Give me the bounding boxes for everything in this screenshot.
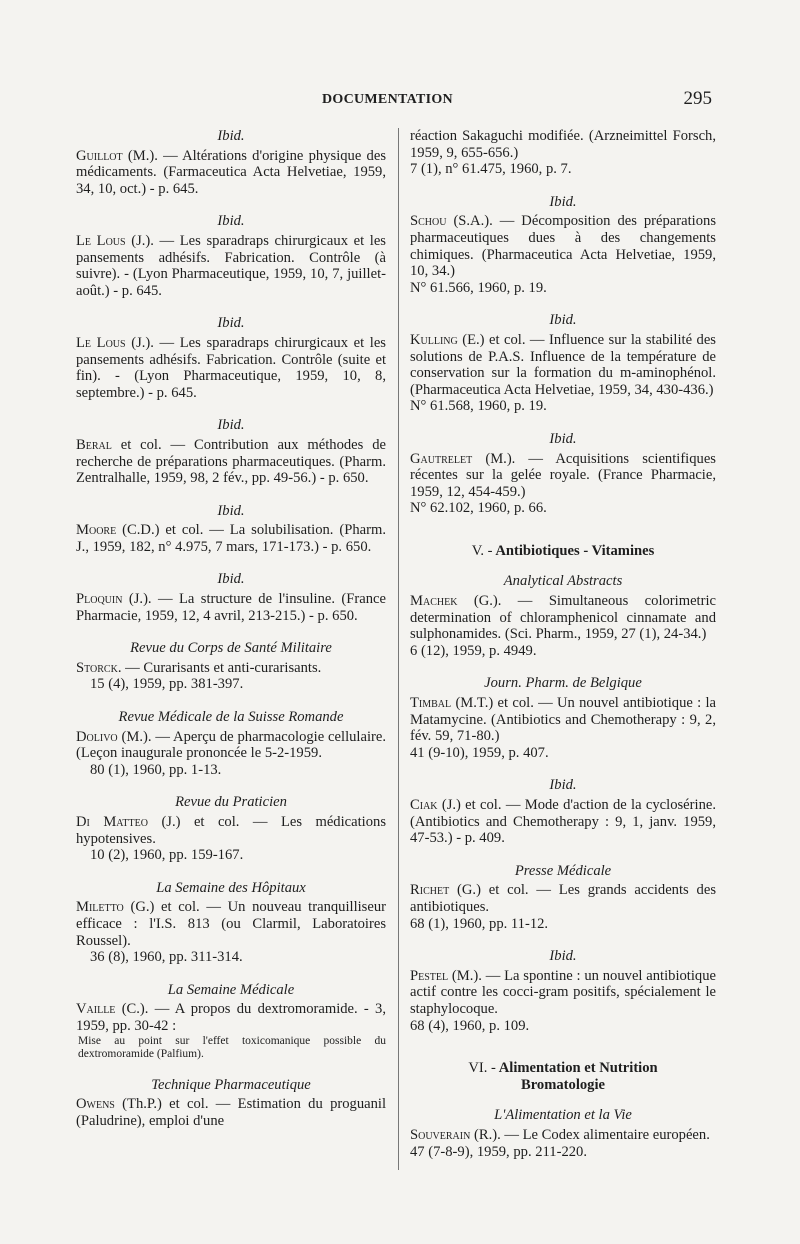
right-column bbox=[410, 128, 716, 1176]
entry-author: Vaille bbox=[76, 1001, 116, 1018]
entry-author: Souverain bbox=[410, 1126, 471, 1143]
bibliography-entry bbox=[410, 882, 716, 932]
ibid-heading: Ibid. bbox=[217, 571, 245, 588]
ibid-heading: Ibid. bbox=[549, 193, 577, 210]
section-number: VI. - bbox=[468, 1060, 496, 1077]
ibid-heading: Ibid. bbox=[549, 777, 577, 794]
entry-author: Gautrelet bbox=[410, 450, 473, 467]
bibliography-entry bbox=[76, 335, 386, 401]
column-divider bbox=[398, 128, 399, 1170]
journal-heading: Journ. Pharm. de Belgique bbox=[484, 675, 642, 692]
entry-text: (M.). — Altérations d'origine physique des médicaments. (Farmaceutica Acta Helvetiae, 1959, 34, 10, oct.) - p. 645. bbox=[76, 147, 386, 197]
bibliography-entry bbox=[76, 591, 386, 624]
entry-text: (C.D.) et col. — La solubilisation. (Pharm. J., 1959, 182, n° 4.975, 7 mars, 171-173.) - p. 650. bbox=[76, 522, 386, 555]
entry-citation: 15 (4), 1959, pp. 381-397. bbox=[90, 676, 244, 693]
entry-text: (M.T.) et col. — Un nouvel antibiotique : la Matamycine. (Antibiotics and Chemotherapy : 9, 2, fév. 59, 71-80.) bbox=[410, 695, 717, 745]
spacer bbox=[410, 533, 716, 543]
bibliography-entry bbox=[76, 437, 386, 487]
section-title: Alimentation et Nutrition bbox=[498, 1060, 658, 1077]
journal-heading: La Semaine Médicale bbox=[167, 981, 295, 998]
ibid-heading: Ibid. bbox=[217, 213, 245, 230]
bibliography-entry bbox=[76, 522, 386, 555]
entry-text: (J.). — Les sparadraps chirurgicaux et les pansements adhésifs. Fabrication. Contrôle (suite et fin). - (Lyon Pharmaceutique, 1959, 10, 8, septembre.) - p. 645. bbox=[76, 334, 386, 401]
bibliography-entry bbox=[76, 660, 386, 693]
entry-author: Le Lous bbox=[76, 334, 126, 351]
entry-note: Mise au point sur l'effet toxicomanique possible du dextromoramide (Palfium). bbox=[78, 1034, 386, 1060]
bibliography-entry bbox=[410, 451, 716, 517]
journal-heading: Revue du Praticien bbox=[175, 794, 287, 811]
bibliography-entry bbox=[76, 233, 386, 299]
entry-citation: 10 (2), 1960, pp. 159-167. bbox=[90, 847, 244, 864]
running-title: DOCUMENTATION bbox=[322, 92, 453, 107]
journal-heading: Revue Médicale de la Suisse Romande bbox=[118, 709, 344, 726]
entry-citation: 68 (4), 1960, p. 109. bbox=[410, 1017, 530, 1034]
bibliography-entry bbox=[410, 797, 716, 847]
entry-text: (J.). — Les sparadraps chirurgicaux et les pansements adhésifs. Fabrication. Contrôle (à suivre). - (Lyon Pharmaceutique, 1959, 10, 7, juillet-août.) - p. 645. bbox=[76, 232, 386, 299]
entry-citation: 68 (1), 1960, pp. 11-12. bbox=[410, 915, 549, 932]
entry-author: Le Lous bbox=[76, 232, 126, 249]
entry-text: (M.). — La spontine : un nouvel antibiotique actif contre les cocci-gram positifs, spécialement le staphylocoque. bbox=[410, 967, 716, 1017]
ibid-heading: Ibid. bbox=[217, 128, 245, 144]
entry-author: Owens bbox=[76, 1096, 115, 1113]
entry-author: Machek bbox=[410, 593, 458, 610]
entry-text: (M.). — Acquisitions scientifiques récentes sur la gelée royale. (France Pharmacie, 1959, 12, 454-459.) bbox=[410, 450, 716, 500]
journal-heading: L'Alimentation et la Vie bbox=[494, 1107, 632, 1124]
entry-text: (J.) et col. — Les médications hypotensives. bbox=[76, 814, 386, 847]
entry-text: réaction Sakaguchi modifiée. (Arzneimittel Forsch, 1959, 9, 655-656.) bbox=[410, 128, 716, 161]
entry-text: (G.). — Simultaneous colorimetric determination of chloramphenicol cinnamate and sulphonamides. (Sci. Pharm., 1959, 27 (1), 24-34.) bbox=[410, 593, 716, 643]
bibliography-entry bbox=[410, 593, 716, 659]
entry-author: Beral bbox=[76, 436, 112, 453]
entry-author: Richet bbox=[410, 882, 450, 899]
ibid-heading: Ibid. bbox=[217, 502, 245, 519]
section-subtitle: Bromatologie bbox=[520, 1076, 606, 1093]
journal-heading: La Semaine des Hôpitaux bbox=[156, 879, 306, 896]
bibliography-entry bbox=[410, 695, 716, 761]
entry-citation: N° 61.566, 1960, p. 19. bbox=[410, 279, 547, 296]
section-heading bbox=[410, 1060, 716, 1093]
entry-text: (M.). — Aperçu de pharmacologie cellulaire. (Leçon inaugurale prononcée le 5-2-1959. bbox=[76, 728, 386, 762]
spacer bbox=[410, 1097, 716, 1107]
page-header bbox=[0, 88, 800, 114]
entry-author: Miletto bbox=[76, 899, 124, 916]
bibliography-entry bbox=[76, 729, 386, 779]
entry-citation: 41 (9-10), 1959, p. 407. bbox=[410, 744, 549, 761]
entry-author: Ciak bbox=[410, 797, 438, 813]
entry-citation: 7 (1), n° 61.475, 1960, p. 7. bbox=[410, 161, 572, 178]
journal-heading: Revue du Corps de Santé Militaire bbox=[130, 640, 332, 657]
entry-author: Di Matteo bbox=[76, 814, 148, 830]
entry-citation: 47 (7-8-9), 1959, pp. 211-220. bbox=[410, 1143, 587, 1160]
ibid-heading: Ibid. bbox=[549, 312, 577, 329]
bibliography-entry bbox=[76, 1001, 386, 1060]
journal-heading: Analytical Abstracts bbox=[503, 573, 623, 590]
journal-heading: Presse Médicale bbox=[514, 862, 612, 879]
entry-citation: 80 (1), 1960, pp. 1-13. bbox=[90, 761, 222, 778]
entry-author: Kulling bbox=[410, 331, 458, 348]
entry-author: Ploquin bbox=[76, 591, 123, 608]
entry-citation: N° 62.102, 1960, p. 66. bbox=[410, 500, 547, 517]
entry-text: (S.A.). — Décomposition des préparations pharmaceutiques dues à des changements chimiques. (Pharmaceutica Acta Helvetiae, 1959, 10, 34.) bbox=[410, 213, 716, 280]
journal-heading: Technique Pharmaceutique bbox=[151, 1076, 311, 1093]
entry-citation: 36 (8), 1960, pp. 311-314. bbox=[90, 949, 243, 966]
ibid-heading: Ibid. bbox=[549, 948, 577, 965]
entry-author: Guillot bbox=[76, 147, 123, 164]
entry-author: Schou bbox=[410, 213, 447, 230]
entry-author: Timbal bbox=[410, 695, 452, 712]
bibliography-entry bbox=[410, 213, 716, 296]
entry-citation: N° 61.568, 1960, p. 19. bbox=[410, 398, 547, 415]
entry-text: et col. — Contribution aux méthodes de recherche de préparations pharmaceutiques. (Pharm. Zentralhalle, 1959, 98, 2 fév., pp. 49-56.) - p. 650. bbox=[76, 436, 386, 487]
entry-author: Storck. bbox=[76, 659, 122, 676]
spacer bbox=[410, 563, 716, 573]
bibliography-entry bbox=[76, 814, 386, 864]
entry-text: — Curarisants et anti-curarisants. bbox=[125, 659, 322, 676]
entry-author: Dolivo bbox=[76, 728, 118, 745]
entry-citation: 6 (12), 1959, p. 4949. bbox=[410, 642, 537, 659]
entry-text: (R.). — Le Codex alimentaire européen. bbox=[474, 1126, 710, 1143]
entry-author: Moore bbox=[76, 522, 117, 539]
entry-text: (C.). — A propos du dextromoramide. - 3, 1959, pp. 30-42 : bbox=[76, 1001, 386, 1034]
spacer bbox=[410, 1050, 716, 1060]
entry-text: (Th.P.) et col. — Estimation du proguanil (Paludrine), emploi d'une bbox=[76, 1096, 386, 1129]
entry-text: (E.) et col. — Influence sur la stabilité des solutions de P.A.S. Influence de la température de conservation sur la formation du m-aminophénol. (Pharmaceutica Acta Helvetiae, 1959, 34, 430-436.) bbox=[410, 331, 716, 398]
ibid-heading: Ibid. bbox=[217, 315, 245, 332]
ibid-heading: Ibid. bbox=[217, 417, 245, 434]
ibid-heading: Ibid. bbox=[549, 430, 577, 447]
bibliography-entry bbox=[76, 899, 386, 965]
section-heading bbox=[410, 543, 716, 560]
section-title: Antibiotiques - Vitamines bbox=[495, 542, 655, 559]
bibliography-entry bbox=[76, 148, 386, 198]
entry-text: (J.) et col. — Mode d'action de la cyclosérine. (Antibiotics and Chemotherapy : 9, 1, janv. 1959, 47-53.) - p. 409. bbox=[410, 797, 716, 847]
section-number: V. - bbox=[471, 542, 493, 559]
bibliography-entry bbox=[410, 128, 716, 178]
entry-text: (G.) et col. — Un nouveau tranquilliseur efficace : l'I.S. 813 (ou Clarmil, Laboratoires Roussel). bbox=[76, 899, 386, 949]
bibliography-entry bbox=[410, 1127, 716, 1160]
entry-author: Pestel bbox=[410, 967, 449, 984]
bibliography-entry bbox=[410, 968, 716, 1034]
bibliography-entry bbox=[76, 1096, 386, 1129]
page-number: 295 bbox=[683, 88, 712, 109]
entry-text: (G.) et col. — Les grands accidents des antibiotiques. bbox=[410, 882, 716, 915]
entry-text: (J.). — La structure de l'insuline. (France Pharmacie, 1959, 12, 4 avril, 213-215.) - p. 650. bbox=[76, 591, 386, 624]
left-column bbox=[76, 128, 386, 1145]
bibliography-entry bbox=[410, 332, 716, 415]
